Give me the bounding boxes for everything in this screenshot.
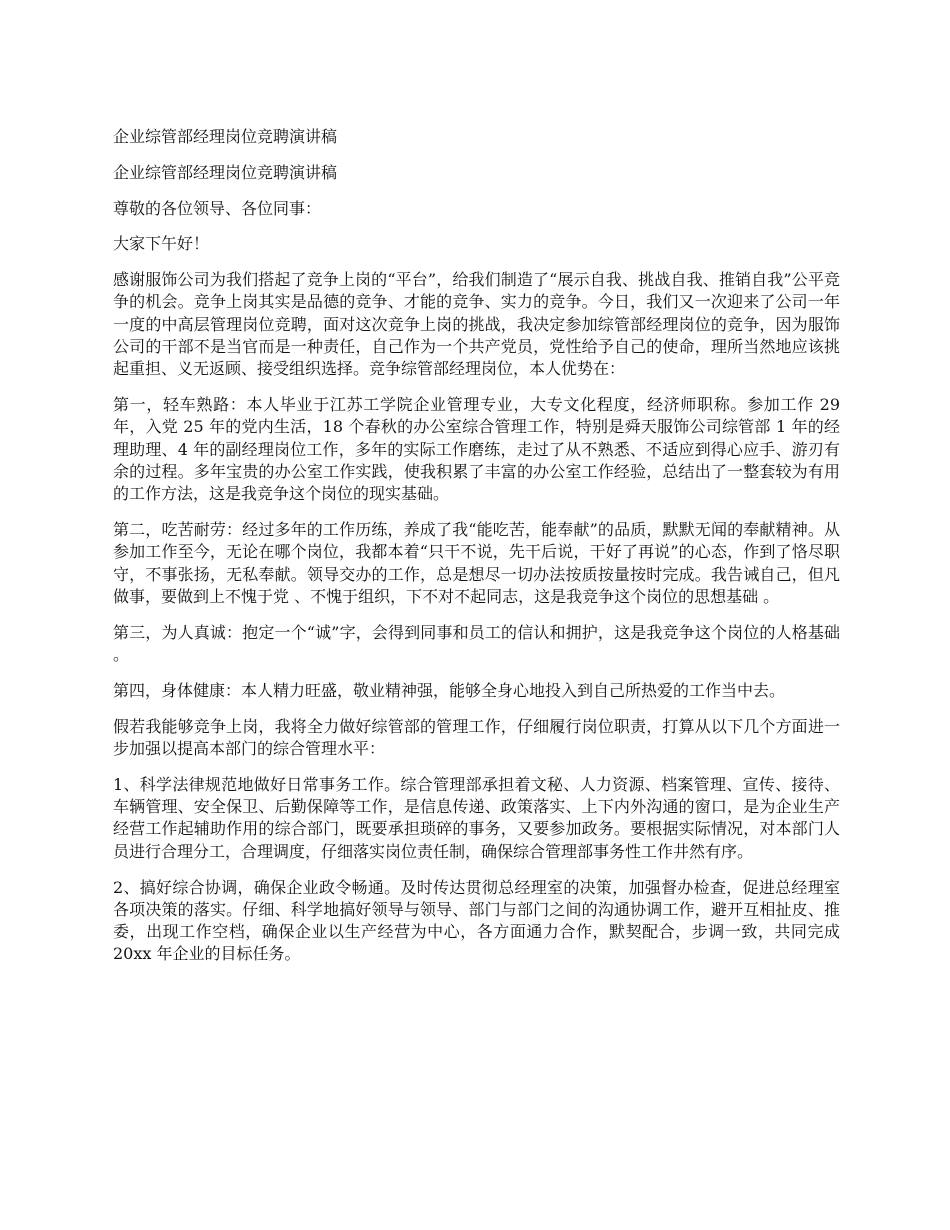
paragraph-plan-item-1: 1、科学法律规范地做好日常事务工作。综合管理部承担着文秘、人力资源、档案管理、宣传、接待、车辆管理、安全保卫、后勤保障等工作，是信息传递、政策落实、上下内外沟通的窗口，是为企业生产经营工作起辅助作用的综合部门，既要承担琐碎的事务，又要参加政务。要根据实际情况，对本部门人员进行合理分工，合理调度，仔细落实岗位责任制，确保综合管理部事务性工作井然有序。 xyxy=(113,774,840,861)
paragraph-plan-item-2: 2、搞好综合协调，确保企业政令畅通。及时传达贯彻总经理室的决策，加强督办检查，促进总经理室各项决策的落实。仔细、科学地搞好领导与领导、部门与部门之间的沟通协调工作，避开互相扯皮、推委，出现工作空档，确保企业以生产经营为中心，各方面通力合作，默契配合，步调一致，共同完成 20xx 年企业的目标任务。 xyxy=(113,877,840,964)
document-subtitle: 企业综管部经理岗位竞聘演讲稿 xyxy=(113,162,338,182)
paragraph-second-point: 第二，吃苦耐劳：经过多年的工作历练，养成了我“能吃苦，能奉献”的品质，默默无闻的奉献精神。从参加工作至今，无论在哪个岗位，我都本着“只干不说，先干后说，干好了再说”的心态，作到了恪尽职守，不事张扬，无私奉献。领导交办的工作，总是想尽一切办法按质按量按时完成。我告诫自己，但凡做事，要做到上不愧于党 、不愧于组织，下不对不起同志，这是我竞争这个岗位的思想基础 。 xyxy=(113,520,840,607)
paragraph-intro: 感谢服饰公司为我们搭起了竞争上岗的“平台”，给我们制造了“展示自我、挑战自我、推销自我”公平竞争的机会。竞争上岗其实是品德的竞争、才能的竞争、实力的竞争。今日，我们又一次迎来了公司一年一度的中高层管理岗位竞聘，面对这次竞争上岗的挑战，我决定参加综管部经理岗位的竞争，因为服饰公司的干部不是当官而是一种责任，自己作为一个共产党员，党性给予自己的使命，理所当然地应该挑起重担、义无返顾、接受组织选择。竞争综管部经理岗位，本人优势在： xyxy=(113,270,840,379)
salutation: 尊敬的各位领导、各位同事： xyxy=(113,198,322,218)
paragraph-third-point: 第三，为人真诚：抱定一个“诚”字，会得到同事和员工的信认和拥护，这是我竞争这个岗位的人格基础 。 xyxy=(113,622,840,665)
paragraph-plan-intro: 假若我能够竞争上岗，我将全力做好综管部的管理工作，仔细履行岗位职责，打算从以下几个方面进一步加强以提高本部门的综合管理水平： xyxy=(113,716,840,759)
greeting: 大家下午好！ xyxy=(113,234,210,254)
document-page xyxy=(113,126,840,979)
paragraph-first-point: 第一，轻车熟路：本人毕业于江苏工学院企业管理专业，大专文化程度，经济师职称。参加工作 29 年，入党 25 年的党内生活，18 个春秋的办公室综合管理工作，特别是舜天服饰公司综管部 1 年的经理助理、4 年的副经理岗位工作，多年的实际工作磨练，走过了从不熟悉、不适应到得心应手、游刃有余的过程。多年宝贵的办公室工作实践，使我积累了丰富的办公室工作经验，总结出了一整套较为有用的工作方法，这是我竞争这个岗位的现实基础。 xyxy=(113,395,840,504)
paragraph-fourth-point: 第四，身体健康：本人精力旺盛，敬业精神强，能够全身心地投入到自己所热爱的工作当中去。 xyxy=(113,680,786,700)
document-title: 企业综管部经理岗位竞聘演讲稿 xyxy=(113,127,338,146)
